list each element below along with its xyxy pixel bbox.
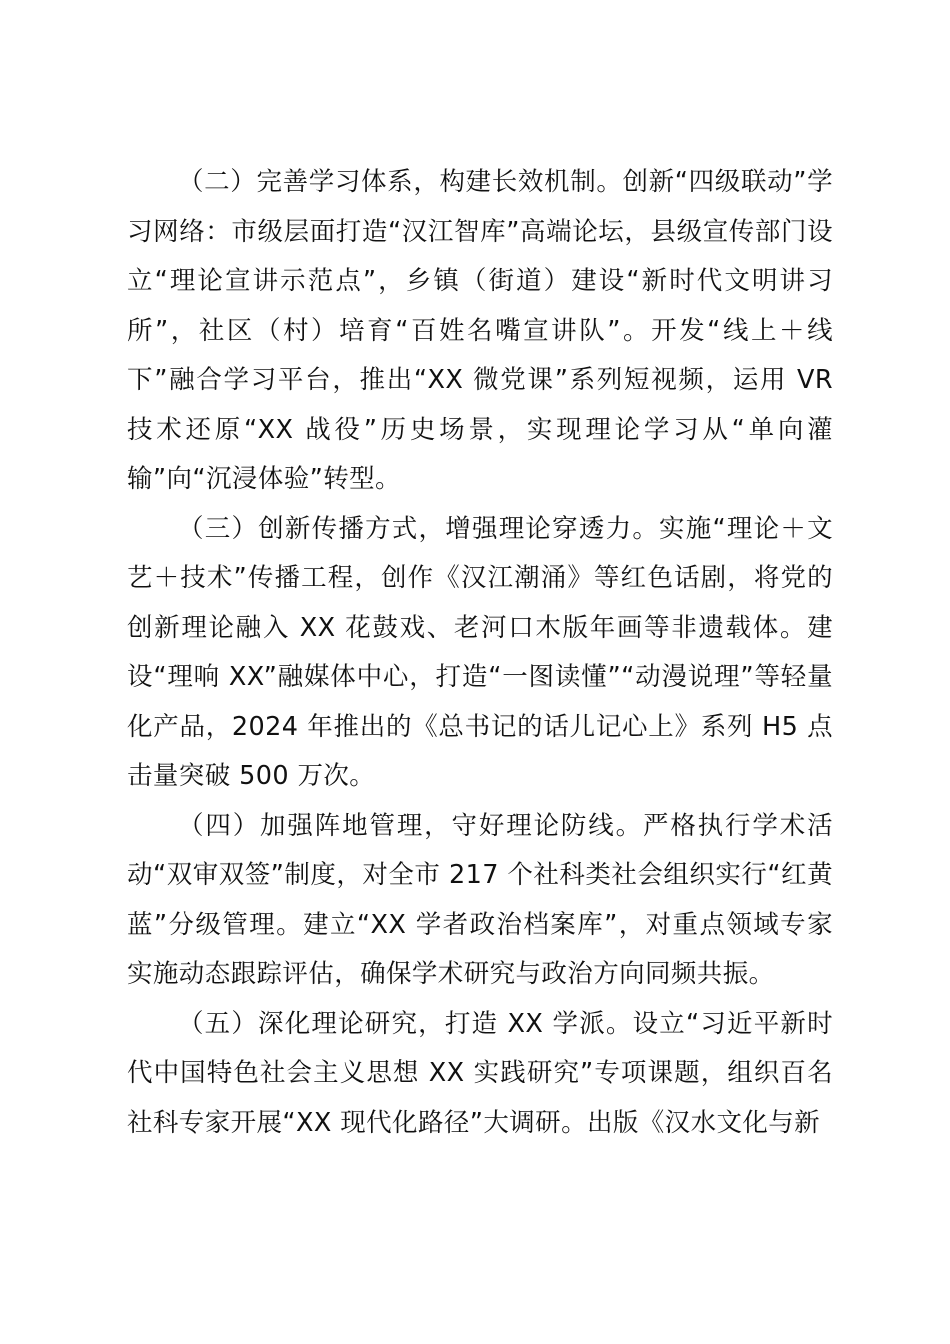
paragraph-section-3: （三）创新传播方式，增强理论穿透力。实施“理论＋文艺＋技术”传播工程，创作《汉江潮涌》等红色话剧，将党的创新理论融入 XX 花鼓戏、老河口木版年画等非遗载体。建设“理响 XX”融媒体中心，打造“一图读懂”“动漫说理”等轻量化产品，2024 年推出的《总书记的话儿记心上》系列 H5 点击量突破 500 万次。: [127, 513, 833, 791]
paragraph-section-4: （四）加强阵地管理，守好理论防线。严格执行学术活动“双审双签”制度，对全市 217 个社科类社会组织实行“红黄蓝”分级管理。建立“XX 学者政治档案库”，对重点领域专家实施动态跟踪评估，确保学术研究与政治方向同频共振。: [127, 810, 833, 989]
paragraph-section-2: （二）完善学习体系，构建长效机制。创新“四级联动”学习网络：市级层面打造“汉江智库”高端论坛，县级宣传部门设立“理论宣讲示范点”，乡镇（街道）建设“新时代文明讲习所”，社区（村）培育“百姓名嘴宣讲队”。开发“线上＋线下”融合学习平台，推出“XX 微党课”系列短视频，运用 VR 技术还原“XX 战役”历史场景，实现理论学习从“单向灌输”向“沉浸体验”转型。: [127, 167, 833, 494]
paragraph-section-5: （五）深化理论研究，打造 XX 学派。设立“习近平新时代中国特色社会主义思想 XX 实践研究”专项课题，组织百名社科专家开展“XX 现代化路径”大调研。出版《汉水文化与新: [127, 1008, 833, 1138]
document-body: [127, 158, 833, 1148]
